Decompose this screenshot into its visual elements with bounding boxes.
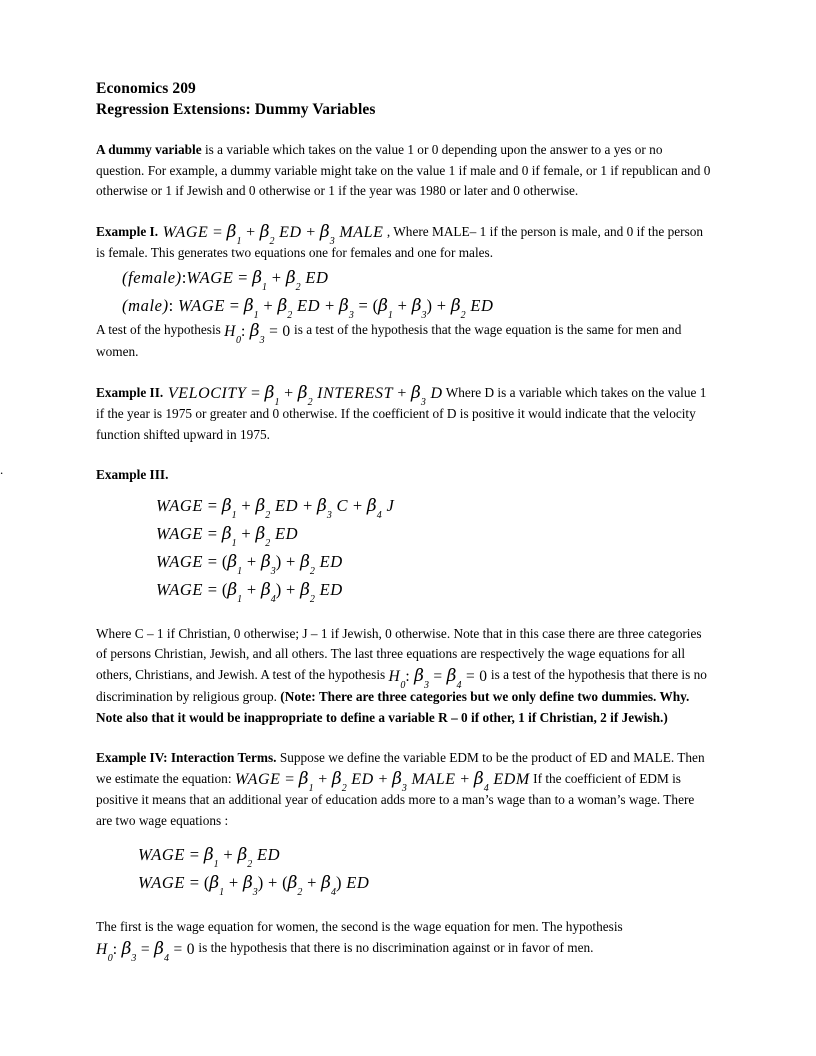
dummy-variable-term: A dummy variable <box>96 142 202 157</box>
example-1-equation-comma: , <box>383 223 391 239</box>
example-4-equation-block <box>96 841 712 897</box>
intro-text: is a variable which takes on the value 1 or 0 depending upon the answer to a yes or no question. For example, a dummy variable might take on the value 1 if male and 0 if female, or 1 if republican and 0 otherwise or 1 if Jewish and 0 otherwise or 1 if the year was 1980 or later and 0 otherwise. <box>96 142 711 198</box>
equation-4-1: WAGE = $\beta_1 + \beta_2$ ED <box>138 845 281 871</box>
closing-paragraph <box>96 917 712 964</box>
example-3-label-line <box>96 465 712 486</box>
equation-3-2: WAGE = $\beta_1 + \beta_2$ ED <box>156 523 299 549</box>
example-1-equation-block <box>96 264 712 320</box>
example-1-label: Example I. <box>96 223 159 239</box>
example-3-note-bold: (Note: There are three categories but we only define two dummies. Why. Note also that it would be inappropriate to define a variable R – 0 if other, 1 if Christian, 2 if Jewish.) <box>96 689 690 725</box>
closing-text-part2: is the hypothesis that there is no discrimination against or in favor of men. <box>195 939 594 955</box>
example-3-paragraph <box>96 624 712 729</box>
hypothesis-3-math: $H_0$: $\beta_3 = \beta_4 = 0$ <box>388 665 488 691</box>
page-title: Economics 209 <box>96 80 196 97</box>
hypothesis-1-pre: A test of the hypothesis <box>96 321 225 337</box>
example-1-text: Where MALE– 1 if the person is male, and 0 if the person is female. This generates two equations one for females and one for males. <box>96 223 704 260</box>
example-4-equation: WAGE = $\beta_1 + \beta_2$ ED + $\beta_3$ MALE + $\beta_4$ EDM <box>234 768 530 794</box>
example-3-equation-block <box>96 492 712 604</box>
document-content <box>96 78 712 964</box>
equation-male: (male): WAGE = $\beta_1 + \beta_2$ ED + $\beta_3 = (\beta_1 + \beta_3) + \beta_2$ ED <box>122 295 494 321</box>
hypothesis-1-math: $H_0$: $\beta_3 = 0$ <box>224 320 291 346</box>
equation-3-3: WAGE = $(\beta_1 + \beta_3) + \beta_2$ ED <box>156 551 343 577</box>
example-3-label: Example III. <box>96 467 169 482</box>
example-4-text-before: Suppose we define the variable EDM to be the product of ED and MALE. Then we estimate the equation: <box>96 750 705 786</box>
hypothesis-1-post: is a test of the hypothesis that the wage equation is the same for men and women. <box>96 321 682 359</box>
example-2-paragraph <box>96 383 712 446</box>
example-4-paragraph <box>96 748 712 831</box>
example-1-paragraph <box>96 222 712 264</box>
example-4-label: Example IV: Interaction Terms. <box>96 750 277 765</box>
equation-3-1: WAGE = $\beta_1 + \beta_2$ ED + $\beta_3$ $C + \beta_4$ J <box>156 495 395 521</box>
example-2-equation: VELOCITY = $\beta_1 + \beta_2$ INTEREST + $\beta_3$ D <box>163 382 443 408</box>
example-3-text-part1: Where C – 1 if Christian, 0 otherwise; J – 1 if Jewish, 0 otherwise. Note that in this case there are three categories of persons Christian, Jewish, and all others. The last three equations are respectively the wage equations for all others, Christians, and Jewish. A test of the hypothesis <box>96 625 702 682</box>
closing-text-part1: The first is the wage equation for women, the second is the wage equation for men. The hypothesis <box>96 919 623 934</box>
page-subtitle: Regression Extensions: Dummy Variables <box>96 101 376 118</box>
example-2-label: Example II. <box>96 384 164 400</box>
example-4-text-after: If the coefficient of EDM is positive it means that an additional year of education adds more to a man’s wage than to a woman’s wage. There are two wage equations : <box>96 770 695 828</box>
example-3-text-part2: is a test of the hypothesis that there is no discrimination by religious group. <box>96 666 707 704</box>
closing-hypothesis-math: $H_0$: $\beta_3 = \beta_4 = 0$ <box>96 938 196 964</box>
example-1-hypothesis <box>96 320 712 363</box>
equation-3-4: WAGE = $(\beta_1 + \beta_4) + \beta_2$ ED <box>156 579 343 605</box>
equation-female: (female):WAGE = $\beta_1 + \beta_2$ ED <box>122 267 329 293</box>
example-2-text: Where D is a variable which takes on the value 1 if the year is 1975 or greater and 0 otherwise. If the coefficient of D is positive it would indicate that the velocity function shifted upward in 1975. <box>96 384 707 442</box>
intro-paragraph <box>96 140 712 202</box>
margin-period-mark: . <box>0 462 4 477</box>
example-1-equation: WAGE = $\beta_1 + \beta_2$ ED + $\beta_3$ MALE <box>158 221 384 247</box>
equation-4-2: WAGE = $(\beta_1 + \beta_3) + (\beta_2 + \beta_4)$ ED <box>138 873 370 899</box>
